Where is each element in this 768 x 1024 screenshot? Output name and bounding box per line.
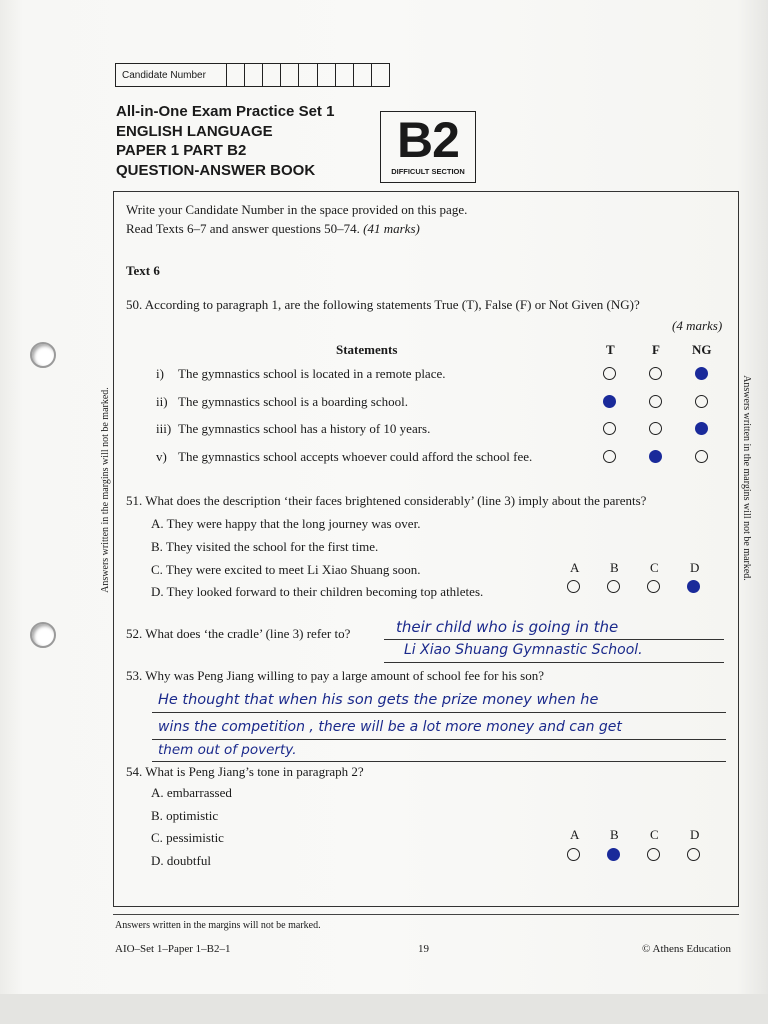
instruction-line-1: Write your Candidate Number in the space provided on this page. [126,202,468,217]
candidate-digit-cell[interactable] [281,64,299,86]
q54-label-d: D [690,827,700,842]
q50-v-ng-bubble[interactable] [695,450,708,463]
candidate-digit-cell[interactable] [318,64,336,86]
q51-option-c: C. They were excited to meet Li Xiao Shuang soon. [151,562,421,577]
q50-marks: (4 marks) [672,318,723,333]
page-number: 19 [418,943,429,955]
level-badge [380,111,476,183]
scan-edge [0,994,768,1024]
q51-question: 51. What does the description ‘their faces brightened considerably’ (line 3) imply about the parents? [126,493,647,508]
punch-hole-top [30,342,56,368]
q54-label-b: B [610,827,619,842]
q54-option-d: D. doubtful [151,853,211,868]
footer-note: Answers written in the margins will not be marked. [115,920,321,931]
candidate-digit-cell[interactable] [227,64,245,86]
q52-answer-line-1[interactable]: their child who is going in the [396,618,619,636]
candidate-digit-cell[interactable] [263,64,281,86]
candidate-number-box[interactable] [115,63,390,87]
q51-option-d: D. They looked forward to their children becoming top athletes. [151,584,484,599]
right-margin-note: Answers written in the margins will not be marked. [741,375,752,581]
candidate-digit-cell[interactable] [299,64,317,86]
q51-option-b: B. They visited the school for the first time. [151,539,379,554]
q50-question: 50. According to paragraph 1, are the following statements True (T), False (F) or Not Given (NG)? [126,297,640,312]
q54-question: 54. What is Peng Jiang’s tone in paragraph 2? [126,764,364,779]
candidate-digit-cell[interactable] [354,64,372,86]
q51-a-bubble[interactable] [567,580,580,593]
q50-ii-ng-bubble[interactable] [695,395,708,408]
punch-hole-bottom [30,622,56,648]
q50-iii-ng-bubble[interactable] [695,422,708,435]
q50-v-false-bubble[interactable] [649,450,662,463]
title-line-1: All-in-One Exam Practice Set 1 [116,103,335,120]
q51-label-b: B [610,560,619,575]
instruction-line-2: Read Texts 6–7 and answer questions 50–74. (41 marks) [126,221,420,236]
paper-title [116,102,334,180]
q50-iii-true-bubble[interactable] [603,422,616,435]
answer-rule [152,739,726,740]
title-line-4: QUESTION-ANSWER BOOK [116,161,316,179]
q50-i-ng-bubble[interactable] [695,367,708,380]
answer-area [113,191,739,907]
q50-ii-false-bubble[interactable] [649,395,662,408]
q51-b-bubble[interactable] [607,580,620,593]
q53-question: 53. Why was Peng Jiang willing to pay a large amount of school fee for his son? [126,668,544,683]
answer-rule [152,712,726,713]
q51-label-c: C [650,560,659,575]
q53-answer-line-1[interactable]: He thought that when his son gets the prize money when he [158,692,599,708]
q51-label-a: A [570,560,580,575]
q54-label-a: A [570,827,580,842]
level-subtitle: DIFFICULT SECTION [391,167,465,176]
statement-row: i) The gymnastics school is located in a remote place. [156,366,446,381]
text-heading: Text 6 [126,263,160,278]
answer-rule [384,662,724,663]
col-not-given: NG [692,342,712,357]
q51-c-bubble[interactable] [647,580,660,593]
candidate-digit-cell[interactable] [336,64,354,86]
q50-i-true-bubble[interactable] [603,367,616,380]
candidate-digit-cell[interactable] [372,64,389,86]
q54-a-bubble[interactable] [567,848,580,861]
left-margin-note: Answers written in the margins will not be marked. [100,387,111,593]
publisher: © Athens Education [642,943,732,955]
candidate-number-label: Candidate Number [116,64,227,86]
q50-ii-true-bubble[interactable] [603,395,616,408]
q50-i-false-bubble[interactable] [649,367,662,380]
q50-iii-false-bubble[interactable] [649,422,662,435]
q51-option-a: A. They were happy that the long journey was over. [151,516,421,531]
q52-answer-line-2[interactable]: Li Xiao Shuang Gymnastic School. [404,642,643,658]
q54-label-c: C [650,827,659,842]
col-false: F [652,342,660,357]
statement-row: v) The gymnastics school accepts whoever could afford the school fee. [156,449,533,464]
title-line-3: PAPER 1 PART B2 [116,142,247,159]
col-true: T [606,342,615,357]
q54-option-a: A. embarrassed [151,785,232,800]
statements-header: Statements [336,342,398,357]
level-text: B2 [397,112,459,168]
q50-v-true-bubble[interactable] [603,450,616,463]
q54-c-bubble[interactable] [647,848,660,861]
q52-question: 52. What does ‘the cradle’ (line 3) refer to? [126,626,351,641]
paper-code: AIO–Set 1–Paper 1–B2–1 [115,943,231,955]
q51-label-d: D [690,560,700,575]
answer-rule [384,639,724,640]
answer-rule [152,761,726,762]
q51-d-bubble[interactable] [687,580,700,593]
candidate-digit-cell[interactable] [245,64,263,86]
q53-answer-line-2[interactable]: wins the competition , there will be a lot more money and can get [158,719,622,735]
title-line-2: ENGLISH LANGUAGE [116,122,273,140]
q54-option-b: B. optimistic [151,808,219,823]
q53-answer-line-3[interactable]: them out of poverty. [158,742,297,758]
footer-divider [113,914,739,915]
statement-row: iii) The gymnastics school has a history of 10 years. [156,421,431,436]
q54-d-bubble[interactable] [687,848,700,861]
q54-b-bubble[interactable] [607,848,620,861]
statement-row: ii) The gymnastics school is a boarding school. [156,394,408,409]
q54-option-c: C. pessimistic [151,830,224,845]
